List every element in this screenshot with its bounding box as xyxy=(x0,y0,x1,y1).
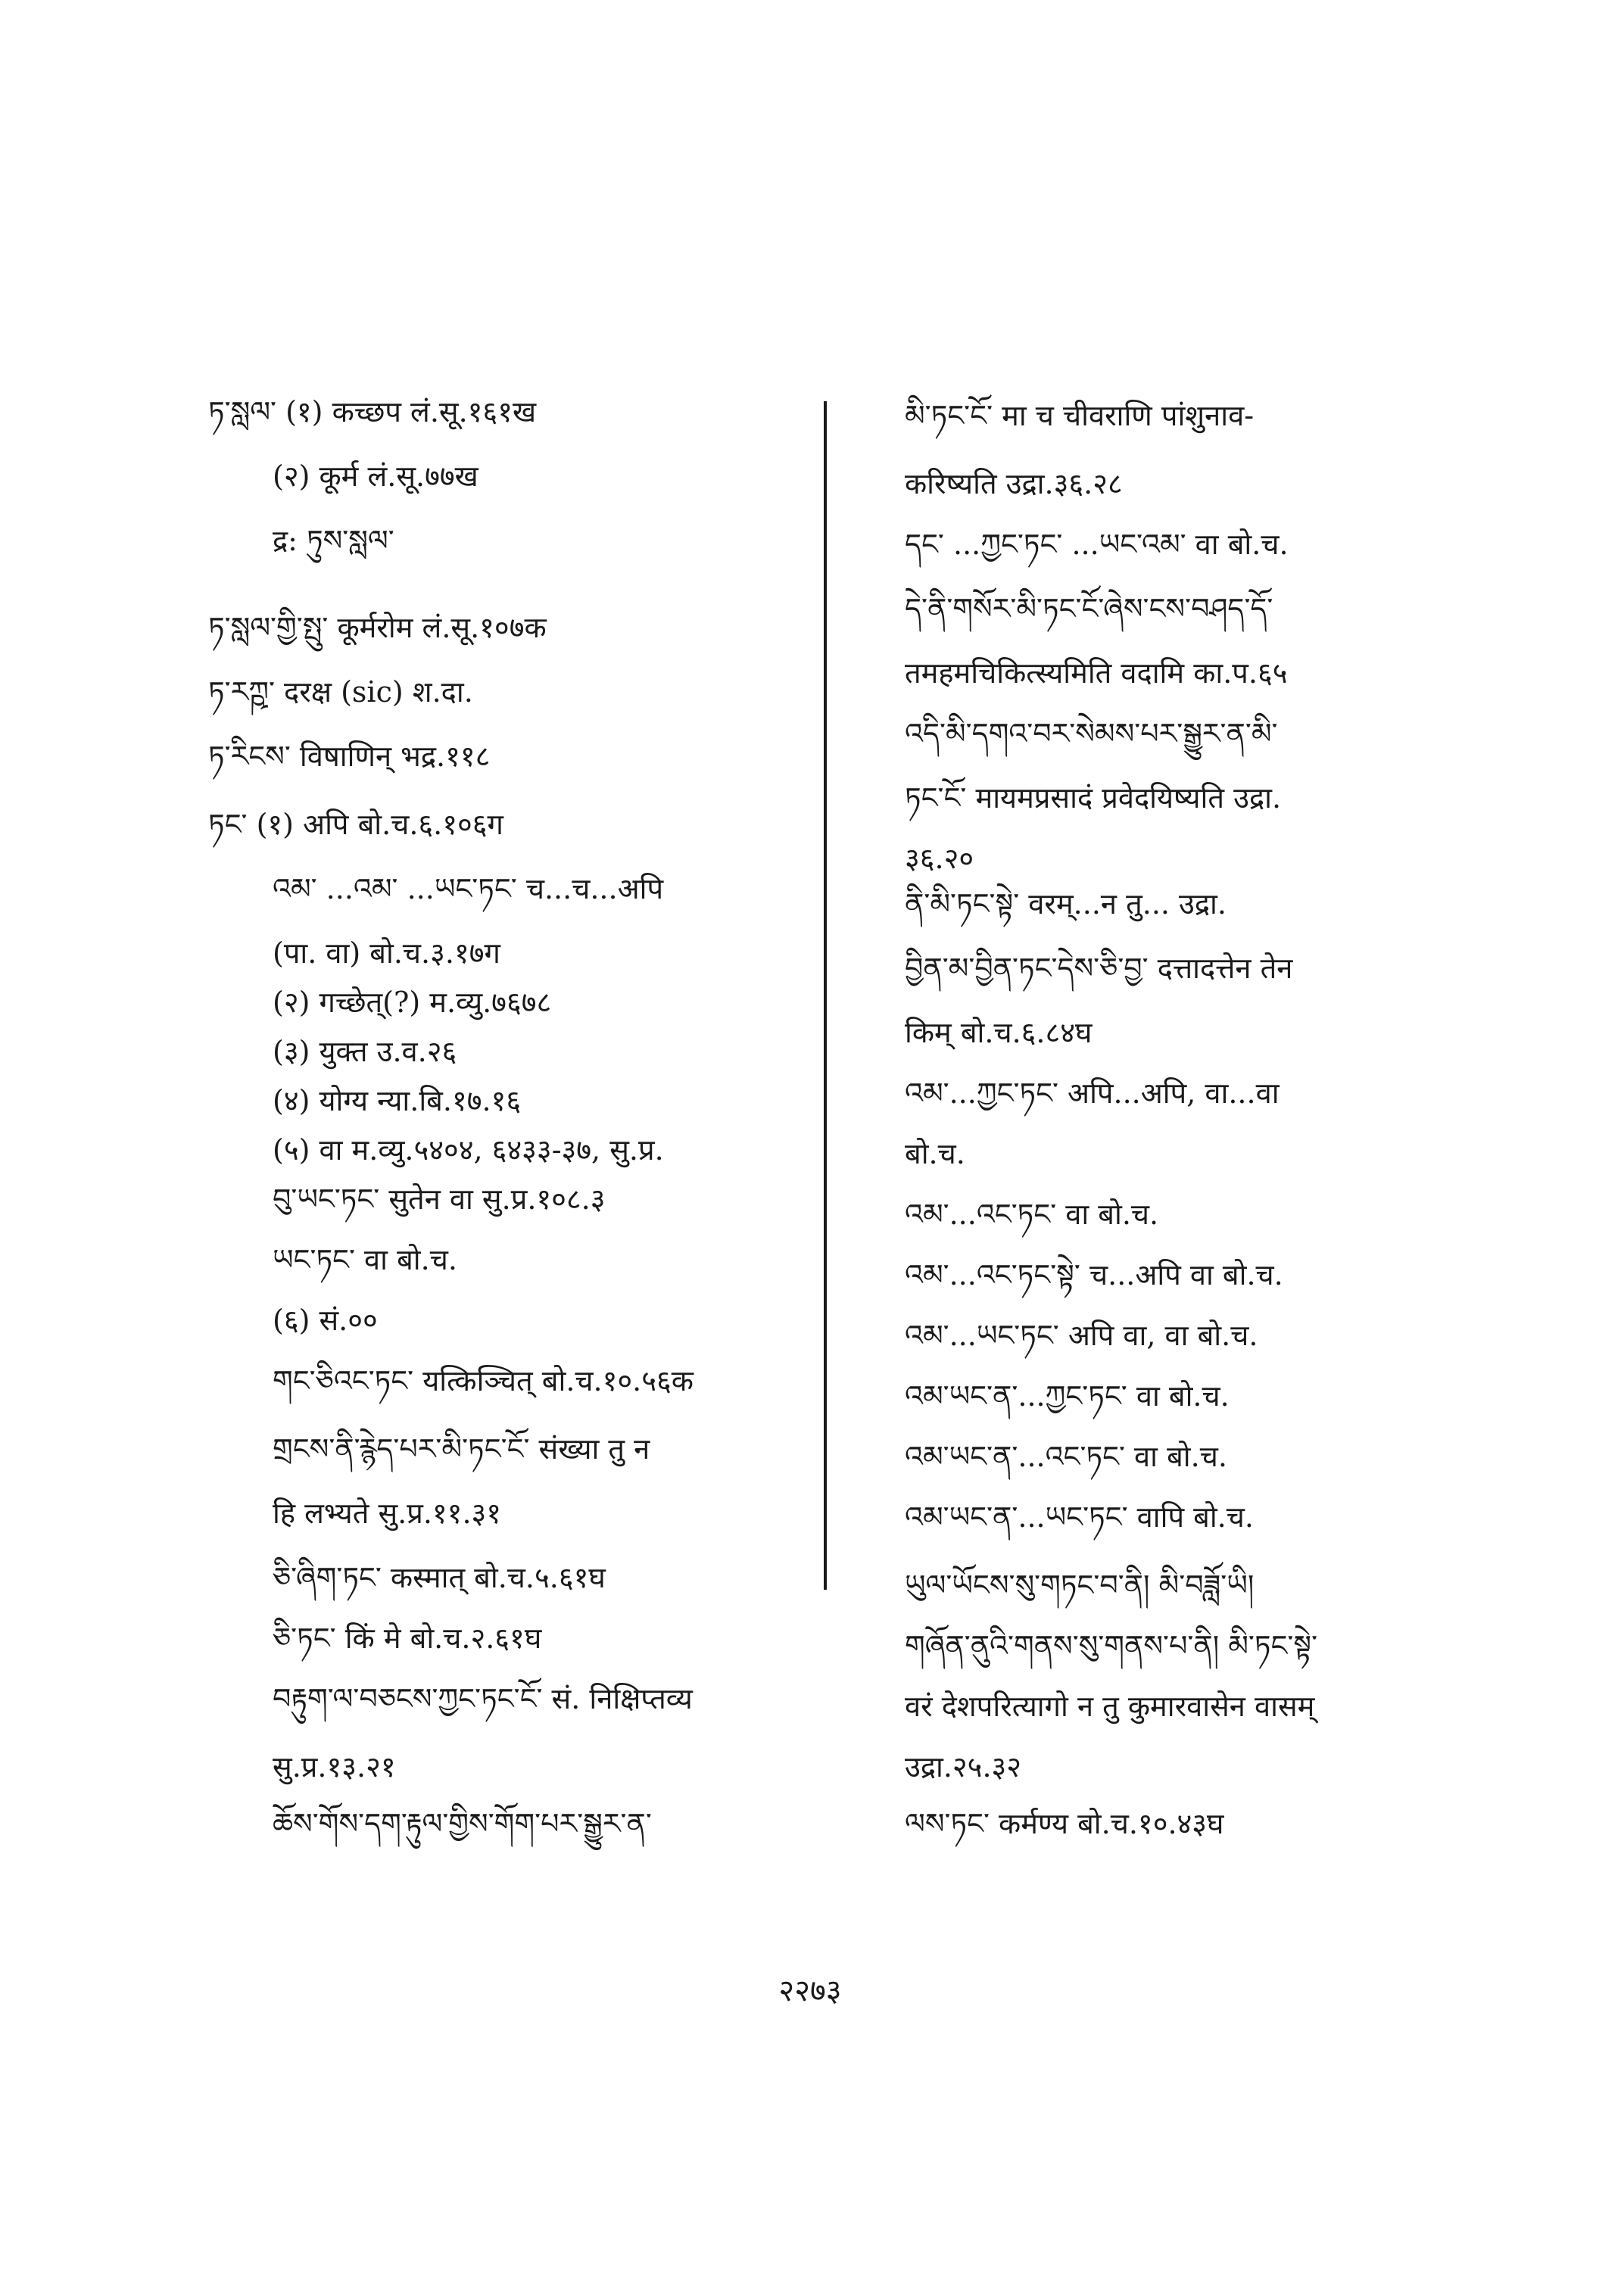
entry-line: འམ་ཡང་ན་...འང་ཏང་ वा बो.च. xyxy=(905,1440,1227,1473)
entry-line: ཏ་སླལ་ (१) कच्छप लं.सू.१६१ख xyxy=(208,395,537,428)
entry-line: གང་ཅིའང་ཏང་ यत्किञ्चित् बो.च.१०.५६क xyxy=(273,1364,694,1397)
entry-line: ཏང་ (१) अपि बो.च.६.१०६ग xyxy=(208,808,503,841)
entry-line: ཏ་རིངས་ विषाणिन् भद्र.११८ xyxy=(208,740,491,773)
entry-line: (२) कूर्म लं.सू.७७ख xyxy=(273,460,478,493)
entry-line: उद्रा.२५.३२ xyxy=(905,1750,1022,1784)
entry-line: ནི་མི་ཏང་སྟེ་ वरम्...न तु... उद्रा. xyxy=(905,887,1227,921)
page-number: २२७३ xyxy=(778,1974,842,2008)
entry-line: ཆོས་གོས་དག་རྟུལ་གྱིས་གོག་པར་སྒྱུར་ན་ xyxy=(273,1807,652,1840)
entry-line: འདི་མི་དགའ་བར་སེམས་པར་སྒྱུར་ན་མི་ xyxy=(905,717,1278,750)
entry-line: ཅི་ཞིག་ཏང་ कस्मात् बो.च.५.६१घ xyxy=(273,1561,606,1594)
entry-line: འམ་ཡང་ན་...ཀྱང་ཏང་ वा बो.च. xyxy=(905,1379,1230,1413)
entry-line: ཡུལ་ཡོངས་སུ་གཏང་བ་ནི། མི་བཟློ་ཡི། xyxy=(905,1569,1255,1602)
entry-line: ལས་ཏང་ कर्मण्य बो.च.१०.४३घ xyxy=(905,1807,1224,1840)
entry-line: འམ་ཡང་ན་...ཡང་ཏང་ वापि बो.च. xyxy=(905,1500,1254,1534)
entry-line: किम् बो.च.६.८४घ xyxy=(905,1016,1093,1049)
entry-line: འམ་...ཡང་ཏང་ अपि वा, वा बो.च. xyxy=(905,1319,1258,1352)
entry-line: (२) गच्छेत्(?) म.व्यु.७६७८ xyxy=(273,986,552,1019)
entry-line: (६) सं.०० xyxy=(273,1304,378,1337)
entry-line: बो.च. xyxy=(905,1137,965,1170)
entry-line: सु.प्र.१३.२१ xyxy=(273,1750,396,1784)
entry-line: ३६.२० xyxy=(905,842,974,875)
entry-line: करिष्यति उद्रा.३६.२८ xyxy=(905,467,1123,500)
entry-line: དང་ ...ཀྱང་ཏང་ ...ཡང་འམ་ वा बो.च. xyxy=(905,528,1289,561)
entry-line: ཏ་རཀྵ་ दरक्ष (sic) श.दा. xyxy=(208,675,473,709)
entry-line: ཏང་ངོ་ मायमप्रसादं प्रवेदयिष्यति उद्रा. xyxy=(905,781,1282,815)
entry-line: ཡང་ཏང་ वा बो.च. xyxy=(273,1243,457,1276)
entry-line: ཅི་ཏང་ किं मे बो.च.२.६१घ xyxy=(273,1622,542,1655)
entry-line: (३) युक्त उ.व.२६ xyxy=(273,1035,457,1068)
entry-line: བུ་ཡང་ཏང་ सुतेन वा सु.प्र.१०८.३ xyxy=(273,1182,606,1216)
entry-line: (पा. वा) बो.च.३.१७ग xyxy=(273,936,500,970)
entry-line: हि लभ्यते सु.प्र.११.३१ xyxy=(273,1497,502,1530)
entry-line: (५) वा म.व्यु.५४०४, ६४३३-३७, सु.प्र. xyxy=(273,1133,664,1167)
entry-line: འམ་...འང་ཏང་སྟེ་ च...अपि वा बो.च. xyxy=(905,1258,1283,1291)
column-divider xyxy=(824,401,827,1590)
entry-line: གྲངས་ནི་རྙེད་པར་མི་ཏང་ངོ་ संख्या तु न xyxy=(273,1432,650,1466)
entry-line: (४) योग्य न्या.बि.१७.१६ xyxy=(273,1084,522,1117)
entry-line: वरं देशपरित्यागो न तु कुमारवासेन वासम् xyxy=(905,1690,1315,1723)
entry-line: འམ་...ཀྱང་ཏང་ अपि...अपि, वा...वा xyxy=(905,1076,1280,1110)
entry-line: འམ་...འང་ཏང་ वा बो.च. xyxy=(905,1198,1159,1231)
entry-line: གཞོན་ནུའི་གནས་སུ་གནས་པ་ནི། མི་ཏང་སྟེ་ xyxy=(905,1629,1318,1662)
entry-line: དེ་ནི་གསོར་མི་ཏང་ངོ་ཞེས་ངས་བཤད་དོ་ xyxy=(905,592,1273,625)
entry-line: འམ་ ...འམ་ ...ཡང་ཏང་ च...च...अपि xyxy=(273,872,664,905)
entry-line: तमहमचिकित्स्यमिति वदामि का.प.६५ xyxy=(905,656,1288,690)
entry-line: ཏ་སླལ་གྱི་སྤུ་ कूर्मरोम लं.सू.१०७क xyxy=(208,611,547,644)
entry-line: བྱིན་མ་བྱིན་ཏང་དེས་ཅི་བྱ་ दत्तादत्तेन तेन xyxy=(905,952,1293,985)
entry-line: द्र: ཏུས་སླལ་ xyxy=(273,524,394,557)
entry-line: མི་ཏང་ངོ་ मा च चीवराणि पांशुनाव- xyxy=(905,399,1255,432)
entry-line: བརྟུག་ལ་བཅངས་ཀྱང་ཏང་ངོ་ सं. निक्षिप्तव्य xyxy=(273,1682,693,1715)
